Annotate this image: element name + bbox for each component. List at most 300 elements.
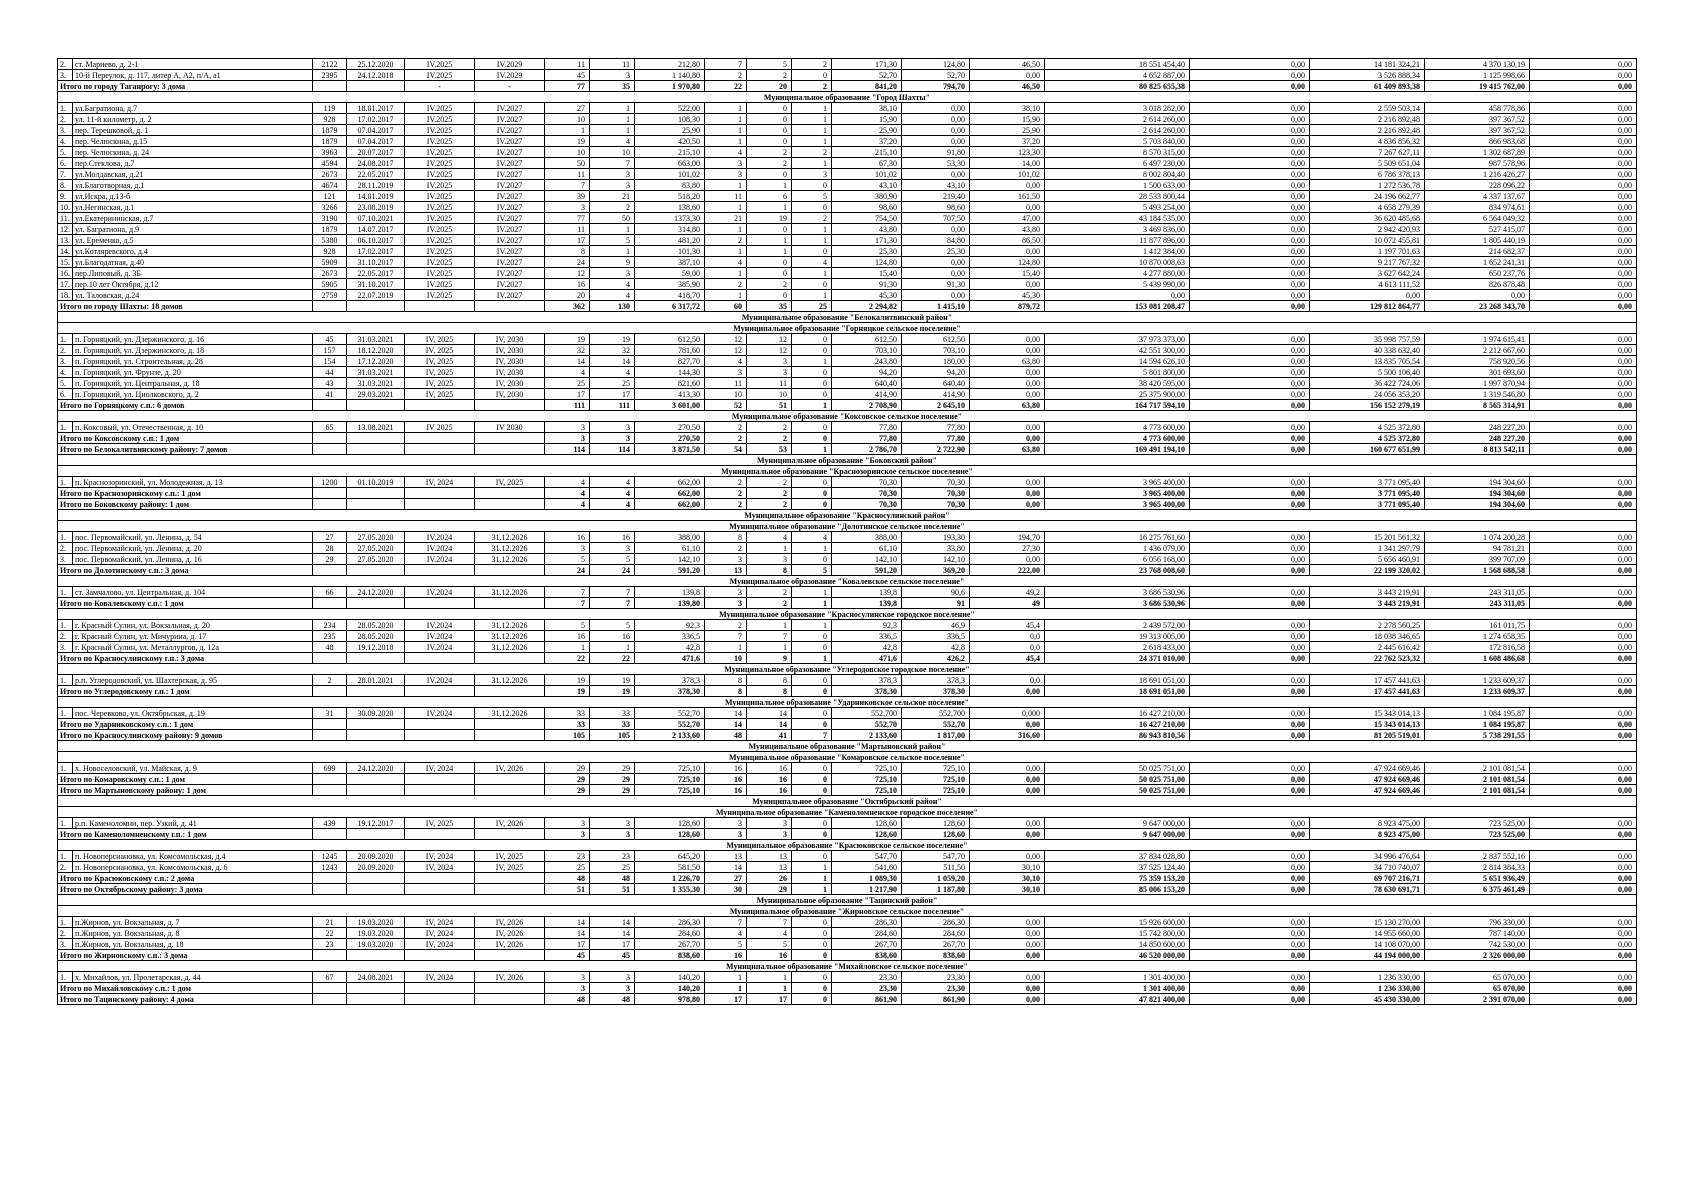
table-cell: 0,00 xyxy=(1530,939,1637,950)
table-cell: IV, 2030 xyxy=(475,345,545,356)
table-cell: 59,00 xyxy=(635,268,705,279)
table-cell: 47,00 xyxy=(970,213,1045,224)
table-cell: 43,80 xyxy=(970,224,1045,235)
table-cell: 24.12.2020 xyxy=(347,763,405,774)
table-cell: 286,30 xyxy=(832,917,902,928)
table-cell: 11 xyxy=(545,169,590,180)
table-cell: 2 xyxy=(747,158,792,169)
table-cell: IV.2027 xyxy=(475,114,545,125)
table-cell: 0,00 xyxy=(1530,532,1637,543)
table-cell: 21 xyxy=(590,191,635,202)
table-cell: IV.2025 xyxy=(405,268,475,279)
table-cell: 40 338 632,40 xyxy=(1310,345,1425,356)
table-cell xyxy=(313,873,347,884)
table-cell: Итого по Ударниковскому с.п.: 1 дом xyxy=(58,719,313,730)
table-cell: 662,00 xyxy=(635,488,705,499)
table-cell: 6. xyxy=(58,158,73,169)
table-cell: 2 942 420,93 xyxy=(1310,224,1425,235)
table-cell: 94,20 xyxy=(832,367,902,378)
table-cell: 0 xyxy=(792,488,832,499)
table-cell: 52,70 xyxy=(902,70,970,81)
table-cell: 31.12.2026 xyxy=(475,708,545,719)
table-cell: IV.2025 xyxy=(405,70,475,81)
table-cell: 19.03.2020 xyxy=(347,928,405,939)
table-cell: 3 xyxy=(590,422,635,433)
section-header-row xyxy=(58,697,1637,708)
table-cell: 725,10 xyxy=(902,763,970,774)
table-cell: 541,60 xyxy=(832,862,902,873)
table-cell: 23.08.2019 xyxy=(347,202,405,213)
table-cell xyxy=(405,686,475,697)
table-cell: 31.03.2021 xyxy=(347,334,405,345)
table-cell: 703,10 xyxy=(902,345,970,356)
table-cell: 3 771 095,40 xyxy=(1310,499,1425,510)
table-cell: 3 965 400,00 xyxy=(1045,488,1190,499)
table-cell: 336,5 xyxy=(635,631,705,642)
table-cell: 0,00 xyxy=(970,928,1045,939)
table-cell: 4 xyxy=(747,532,792,543)
table-cell: 0,00 xyxy=(1530,400,1637,411)
table-row xyxy=(58,587,1637,598)
table-cell: 0,00 xyxy=(970,367,1045,378)
table-cell: 3 469 836,00 xyxy=(1045,224,1190,235)
table-cell: 11. xyxy=(58,213,73,224)
table-cell: 22.05.2017 xyxy=(347,169,405,180)
table-cell: 0,00 xyxy=(1190,268,1310,279)
table-cell: 12 xyxy=(747,345,792,356)
table-cell: 16 xyxy=(545,532,590,543)
table-cell: 8 570 315,00 xyxy=(1045,147,1190,158)
table-cell: п.Жирнов, ул. Вокзальная, д. 18 xyxy=(73,939,313,950)
table-cell: 14 181 324,21 xyxy=(1310,59,1425,70)
table-cell: Муниципальное образование "Коксовское сельское поселение" xyxy=(58,411,1637,422)
table-cell: 0,00 xyxy=(1190,730,1310,741)
table-cell: IV.2025 xyxy=(405,213,475,224)
table-cell: 0,00 xyxy=(902,114,970,125)
table-cell: 4 xyxy=(590,499,635,510)
table-cell: 0,00 xyxy=(1530,763,1637,774)
table-cell: 0,00 xyxy=(970,488,1045,499)
table-cell: 19 xyxy=(545,334,590,345)
table-cell: IV.2025 xyxy=(405,224,475,235)
section-header-row xyxy=(58,741,1637,752)
table-cell xyxy=(347,873,405,884)
table-cell: 16 xyxy=(590,631,635,642)
table-cell: 86 943 810,56 xyxy=(1045,730,1190,741)
table-cell: ул. 11-й километр, д. 2 xyxy=(73,114,313,125)
table-cell: 1 xyxy=(747,180,792,191)
table-cell: 2 xyxy=(747,70,792,81)
table-cell: 6 056 168,00 xyxy=(1045,554,1190,565)
table-cell: 6 xyxy=(747,191,792,202)
table-cell: ст. Мариево, д. 2-1 xyxy=(73,59,313,70)
table-cell: IV.2025 xyxy=(405,290,475,301)
table-cell: 54 xyxy=(705,444,747,455)
table-cell: 17. xyxy=(58,279,73,290)
table-cell: IV.2027 xyxy=(475,180,545,191)
table-cell: 1 997 870,94 xyxy=(1425,378,1530,389)
table-cell: 1 xyxy=(590,224,635,235)
table-cell: 2 xyxy=(747,499,792,510)
table-cell: 50 025 751,00 xyxy=(1045,763,1190,774)
table-cell: 0,00 xyxy=(1190,631,1310,642)
table-cell: 70,30 xyxy=(902,477,970,488)
table-cell: 2. xyxy=(58,59,73,70)
table-cell: Итого по Коксовскому с.п.: 1 дом xyxy=(58,433,313,444)
table-cell: 45,30 xyxy=(970,290,1045,301)
table-cell: 16 xyxy=(545,631,590,642)
total-row xyxy=(58,950,1637,961)
table-cell: Итого по Красюковскому с.п.: 2 дома xyxy=(58,873,313,884)
table-cell: 14 xyxy=(545,917,590,928)
table-cell: 1 xyxy=(705,290,747,301)
table-cell: 70,30 xyxy=(902,499,970,510)
table-cell: 31 xyxy=(313,708,347,719)
table-cell xyxy=(347,730,405,741)
table-cell: ул.Благодатная, д.40 xyxy=(73,257,313,268)
table-cell: 1. xyxy=(58,763,73,774)
table-cell: 4594 xyxy=(313,158,347,169)
table-cell: 23 xyxy=(313,939,347,950)
table-cell: 0,00 xyxy=(1190,983,1310,994)
table-cell: 142,10 xyxy=(902,554,970,565)
table-cell xyxy=(347,598,405,609)
table-cell: 19 xyxy=(590,686,635,697)
table-row xyxy=(58,367,1637,378)
table-cell xyxy=(347,499,405,510)
table-cell: 0,00 xyxy=(1190,191,1310,202)
table-cell: 47 924 669,46 xyxy=(1310,785,1425,796)
table-cell: 3 xyxy=(705,169,747,180)
table-cell: 77 xyxy=(545,81,590,92)
table-cell: 16 xyxy=(705,774,747,785)
table-cell: 19 xyxy=(590,334,635,345)
table-cell: 31.03.2021 xyxy=(347,367,405,378)
table-cell: 5 xyxy=(705,939,747,950)
table-cell: 41 xyxy=(747,730,792,741)
table-cell: 5 509 651,04 xyxy=(1310,158,1425,169)
table-cell: 380,90 xyxy=(832,191,902,202)
table-row xyxy=(58,917,1637,928)
table-cell: 7 xyxy=(545,598,590,609)
table-cell: 1 xyxy=(747,972,792,983)
table-cell: 228 096,22 xyxy=(1425,180,1530,191)
table-cell: 16 xyxy=(545,279,590,290)
table-cell: 0,00 xyxy=(1190,378,1310,389)
table-cell: 471,6 xyxy=(832,653,902,664)
table-cell: 9 647 000,00 xyxy=(1045,818,1190,829)
table-cell xyxy=(475,565,545,576)
table-cell: 0,00 xyxy=(902,125,970,136)
table-cell: 42,8 xyxy=(635,642,705,653)
table-cell: 84,80 xyxy=(902,235,970,246)
table-cell: IV, 2026 xyxy=(475,818,545,829)
table-cell: 0,00 xyxy=(1190,279,1310,290)
table-cell: 70,30 xyxy=(832,477,902,488)
table-cell: 1 125 998,66 xyxy=(1425,70,1530,81)
table-cell: п. Горняцкий, ул. Строительная, д. 28 xyxy=(73,356,313,367)
table-cell: 4 xyxy=(705,147,747,158)
table-cell: 1. xyxy=(58,675,73,686)
table-cell: 413,30 xyxy=(635,389,705,400)
table-cell: 25 375 900,00 xyxy=(1045,389,1190,400)
table-cell: 1 817,00 xyxy=(902,730,970,741)
table-cell: 1879 xyxy=(313,125,347,136)
table-cell: 8 923 475,00 xyxy=(1310,818,1425,829)
total-row xyxy=(58,686,1637,697)
table-cell: 1 xyxy=(705,125,747,136)
table-cell: IV, 2025 xyxy=(405,367,475,378)
table-cell: IV, 2025 xyxy=(475,851,545,862)
table-cell: 0,00 xyxy=(1190,125,1310,136)
table-cell: IV.2027 xyxy=(475,202,545,213)
table-cell: 1 xyxy=(705,246,747,257)
table-row xyxy=(58,147,1637,158)
table-cell: 2 559 503,14 xyxy=(1310,103,1425,114)
table-cell xyxy=(405,829,475,840)
table-cell: 17 xyxy=(590,939,635,950)
table-cell: IV.2025 xyxy=(405,114,475,125)
table-cell: 13 xyxy=(705,851,747,862)
table-row xyxy=(58,180,1637,191)
table-cell: 14 xyxy=(705,708,747,719)
table-cell: 0,00 xyxy=(1190,928,1310,939)
table-cell: 0,00 xyxy=(970,70,1045,81)
table-cell: 0,00 xyxy=(1190,59,1310,70)
table-cell: 22 xyxy=(313,928,347,939)
table-cell: 1 xyxy=(747,983,792,994)
table-cell: 3. xyxy=(58,70,73,81)
table-cell: р.п. Каменоломни, пер. Узкий, д. 41 xyxy=(73,818,313,829)
table-cell: 5 xyxy=(747,59,792,70)
table-cell: 841,20 xyxy=(832,81,902,92)
table-cell: 8 xyxy=(747,686,792,697)
table-cell: 128,60 xyxy=(635,818,705,829)
table-cell xyxy=(475,774,545,785)
table-cell: 16 xyxy=(705,785,747,796)
table-cell: 707,50 xyxy=(902,213,970,224)
table-cell: 243 311,05 xyxy=(1425,598,1530,609)
table-cell: 0,00 xyxy=(1190,554,1310,565)
table-cell: IV.2027 xyxy=(475,158,545,169)
table-cell: 0,00 xyxy=(1190,719,1310,730)
table-cell: Муниципальное образование "Краснозоринское сельское поселение" xyxy=(58,466,1637,477)
table-cell: IV.2024 xyxy=(405,532,475,543)
section-header-row xyxy=(58,466,1637,477)
table-cell: 511,50 xyxy=(902,862,970,873)
table-cell: 1 xyxy=(747,235,792,246)
table-cell: 43 xyxy=(313,378,347,389)
table-cell: 48 xyxy=(545,873,590,884)
table-cell: 14 955 660,00 xyxy=(1310,928,1425,939)
table-cell: 33 xyxy=(590,708,635,719)
table-cell: 128,60 xyxy=(832,818,902,829)
table-cell: Муниципальное образование "Мартыновский район" xyxy=(58,741,1637,752)
table-cell: 8 002 804,40 xyxy=(1045,169,1190,180)
table-cell: 2 xyxy=(792,147,832,158)
table-cell: 2 133,60 xyxy=(635,730,705,741)
table-cell: 838,60 xyxy=(902,950,970,961)
table-cell: 5 xyxy=(792,565,832,576)
table-cell: 28.05.2020 xyxy=(347,620,405,631)
table-cell: 1. xyxy=(58,422,73,433)
table-cell: 0,00 xyxy=(1190,972,1310,983)
table-cell: 3 871,50 xyxy=(635,444,705,455)
table-cell: 0 xyxy=(792,422,832,433)
table-cell: 0,00 xyxy=(1530,598,1637,609)
table-cell xyxy=(475,829,545,840)
table-cell: 8. xyxy=(58,180,73,191)
table-cell xyxy=(405,565,475,576)
table-cell: 0,00 xyxy=(1530,444,1637,455)
table-cell: 362 xyxy=(545,301,590,312)
table-cell: 0,00 xyxy=(1190,708,1310,719)
table-cell: 36 620 485,68 xyxy=(1310,213,1425,224)
table-cell: 1 xyxy=(705,642,747,653)
table-cell: 47 821 400,00 xyxy=(1045,994,1190,1005)
table-cell: IV.2027 xyxy=(475,213,545,224)
table-cell: 2 xyxy=(313,675,347,686)
table-cell: 0,00 xyxy=(970,851,1045,862)
table-cell: Муниципальное образование "Боковский район" xyxy=(58,455,1637,466)
table-cell: 0 xyxy=(792,367,832,378)
table-cell: 0,00 xyxy=(970,763,1045,774)
table-cell: 3 xyxy=(590,433,635,444)
table-cell: 3 627 642,24 xyxy=(1310,268,1425,279)
table-cell: 3 443 219,91 xyxy=(1310,587,1425,598)
table-cell: 1. xyxy=(58,917,73,928)
table-cell: 5 493 254,00 xyxy=(1045,202,1190,213)
table-cell: 725,10 xyxy=(902,785,970,796)
table-cell: 16 xyxy=(747,950,792,961)
table-cell: 2 xyxy=(747,488,792,499)
table-cell: Итого по Комаровскому с.п.: 1 дом xyxy=(58,774,313,785)
table-cell xyxy=(475,301,545,312)
table-cell: 471,6 xyxy=(635,653,705,664)
table-cell: 11 xyxy=(590,59,635,70)
table-cell: 3 xyxy=(705,367,747,378)
table-cell: 46 520 000,00 xyxy=(1045,950,1190,961)
table-cell: 0 xyxy=(792,763,832,774)
table-cell: 314,80 xyxy=(635,224,705,235)
table-cell: 3 xyxy=(545,829,590,840)
table-cell: 101,02 xyxy=(832,169,902,180)
table-cell: Муниципальное образование "Город Шахты" xyxy=(58,92,1637,103)
table-cell: 0,00 xyxy=(1425,290,1530,301)
table-cell: 0 xyxy=(792,70,832,81)
table-cell: 2395 xyxy=(313,70,347,81)
section-header-row xyxy=(58,906,1637,917)
table-cell: 15,90 xyxy=(970,114,1045,125)
table-cell xyxy=(313,719,347,730)
table-cell: 0,00 xyxy=(1190,235,1310,246)
table-cell: 1 301 400,00 xyxy=(1045,972,1190,983)
table-cell: 2. xyxy=(58,114,73,125)
table-cell: 0,00 xyxy=(1530,554,1637,565)
table-row xyxy=(58,862,1637,873)
table-cell: 5 656 460,91 xyxy=(1310,554,1425,565)
table-cell: 7 xyxy=(705,59,747,70)
table-cell: 0,00 xyxy=(1190,136,1310,147)
table-cell: 1 xyxy=(792,400,832,411)
table-cell: 14 xyxy=(590,928,635,939)
table-cell: 2. xyxy=(58,631,73,642)
table-cell: 16 427 210,00 xyxy=(1045,719,1190,730)
table-cell: Итого по Мартыновскому району: 1 дом xyxy=(58,785,313,796)
table-row xyxy=(58,191,1637,202)
table-cell xyxy=(475,433,545,444)
table-cell: 2 645,10 xyxy=(902,400,970,411)
table-cell: 0,00 xyxy=(1190,70,1310,81)
table-cell: пос. Первомайский, ул. Ленина, д. 54 xyxy=(73,532,313,543)
table-cell: 0,00 xyxy=(1530,433,1637,444)
table-row xyxy=(58,169,1637,180)
table-cell xyxy=(475,653,545,664)
table-cell: 1 974 615,41 xyxy=(1425,334,1530,345)
table-cell: 0,00 xyxy=(970,785,1045,796)
table-cell: 794,70 xyxy=(902,81,970,92)
table-cell: 38,10 xyxy=(832,103,902,114)
table-cell: 19.12.2018 xyxy=(347,642,405,653)
table-row xyxy=(58,158,1637,169)
table-cell: 1 272 536,78 xyxy=(1310,180,1425,191)
table-cell: 39 xyxy=(545,191,590,202)
table-cell: 8 xyxy=(747,565,792,576)
section-header-row xyxy=(58,807,1637,818)
table-cell: 1 236 330,00 xyxy=(1310,983,1425,994)
table-cell xyxy=(405,785,475,796)
table-cell xyxy=(405,653,475,664)
table-cell: 31.12.2026 xyxy=(475,620,545,631)
table-cell: IV, 2024 xyxy=(405,763,475,774)
table-cell: 640,40 xyxy=(832,378,902,389)
table-cell: 3 xyxy=(747,356,792,367)
table-cell: 0,00 xyxy=(1530,972,1637,983)
table-cell: 140,20 xyxy=(635,983,705,994)
table-cell: 0,00 xyxy=(1530,169,1637,180)
table-cell: 2 101 081,54 xyxy=(1425,774,1530,785)
table-cell: 0,00 xyxy=(1530,587,1637,598)
table-cell: Муниципальное образование "Комаровское сельское поселение" xyxy=(58,752,1637,763)
table-cell: 0,00 xyxy=(1190,862,1310,873)
table-cell: 0 xyxy=(747,125,792,136)
table-cell: 663,00 xyxy=(635,158,705,169)
table-cell: 378,30 xyxy=(902,686,970,697)
table-row xyxy=(58,928,1637,939)
table-cell: 2 xyxy=(747,598,792,609)
table-row xyxy=(58,532,1637,543)
table-cell: 591,20 xyxy=(832,565,902,576)
table-row xyxy=(58,290,1637,301)
table-cell: 2 101 081,54 xyxy=(1425,763,1530,774)
table-cell: 45,30 xyxy=(832,290,902,301)
table-cell xyxy=(313,884,347,895)
table-cell: 0,00 xyxy=(1530,917,1637,928)
table-cell xyxy=(475,785,545,796)
table-cell xyxy=(475,499,545,510)
section-header-row xyxy=(58,796,1637,807)
table-cell: 301 693,60 xyxy=(1425,367,1530,378)
table-cell: 48 xyxy=(545,994,590,1005)
table-cell xyxy=(405,301,475,312)
table-cell: 1 084 195,87 xyxy=(1425,719,1530,730)
table-cell: 0 xyxy=(792,631,832,642)
table-cell: 161 011,75 xyxy=(1425,620,1530,631)
table-cell xyxy=(405,499,475,510)
table-cell: 32 xyxy=(590,345,635,356)
table-cell: 284,60 xyxy=(832,928,902,939)
section-header-row xyxy=(58,664,1637,675)
